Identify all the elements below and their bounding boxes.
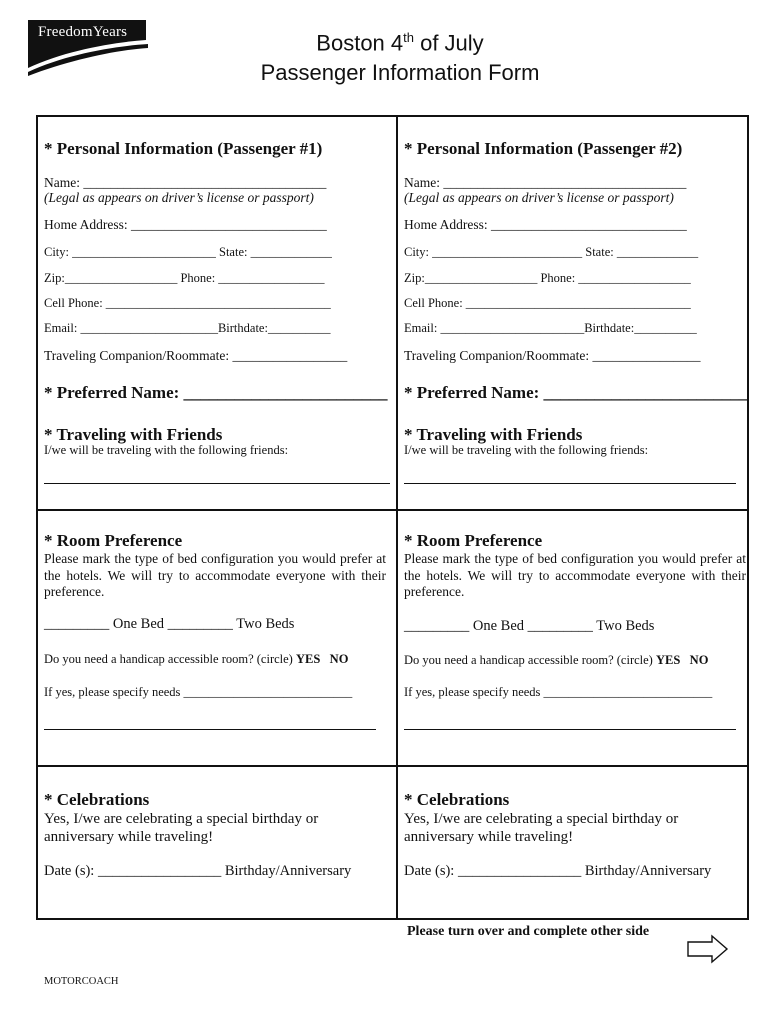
cell-phone-field[interactable]: Cell Phone: ____________________________________	[44, 296, 331, 310]
room-preference-text: Please mark the type of bed configuration you would prefer at the hotels. We will try to accommodate everyone with their preference.	[404, 551, 746, 599]
legal-name-note: (Legal as appears on driver’s license or passport)	[44, 190, 314, 205]
companion-field[interactable]: Traveling Companion/Roommate: _________________	[44, 348, 348, 363]
friends-blank-line[interactable]	[404, 483, 736, 484]
right-arrow-icon	[686, 934, 730, 964]
passenger-1-column	[44, 117, 388, 918]
handicap-question: Do you need a handicap accessible room? (circle) YES NO	[404, 653, 709, 667]
companion-field[interactable]: Traveling Companion/Roommate: ________________	[404, 348, 701, 363]
celebrations-text: Yes, I/we are celebrating a special birthday or anniversary while traveling!	[44, 811, 319, 845]
traveling-friends-text: I/we will be traveling with the following friends:	[44, 443, 289, 457]
name-field[interactable]: Name: ____________________________________	[404, 175, 687, 190]
form-title-line-1: Boston 4th of July	[316, 30, 484, 56]
logo-text: FreedomYears	[38, 24, 128, 40]
celebrations-header: * Celebrations	[404, 790, 510, 809]
form-grid	[36, 115, 749, 920]
traveling-friends-header: * Traveling with Friends	[44, 425, 223, 444]
friends-blank-line[interactable]	[44, 483, 390, 484]
celebration-date-field[interactable]: Date (s): _________________ Birthday/Anniversary	[404, 863, 712, 879]
no-option[interactable]: NO	[689, 653, 709, 667]
cell-phone-field[interactable]: Cell Phone: ____________________________________	[404, 296, 691, 310]
form-title-line-2: Passenger Information Form	[260, 60, 540, 85]
legal-name-note: (Legal as appears on driver’s license or passport)	[404, 190, 674, 205]
passenger-2-column	[404, 117, 748, 918]
bed-options[interactable]: _________ One Bed _________ Two Beds	[404, 618, 655, 634]
needs-blank-line[interactable]	[44, 729, 376, 730]
home-address-field[interactable]: Home Address: _____________________________	[44, 217, 327, 232]
room-preference-text: Please mark the type of bed configuration you would prefer at the hotels. We will try to accommodate everyone with their preference.	[44, 551, 386, 599]
handicap-question: Do you need a handicap accessible room? (circle) YES NO	[44, 652, 349, 666]
name-field[interactable]: Name: ____________________________________	[44, 175, 327, 190]
celebrations-header: * Celebrations	[44, 790, 150, 809]
room-preference-header: * Room Preference	[404, 531, 543, 550]
personal-info-header: * Personal Information (Passenger #2)	[404, 139, 683, 158]
city-state-field[interactable]: City: _______________________ State: _____________	[44, 245, 332, 259]
zip-phone-field[interactable]: Zip:__________________ Phone: _________________	[44, 271, 325, 285]
city-state-field[interactable]: City: ________________________ State: _____________	[404, 245, 699, 259]
no-option[interactable]: NO	[329, 652, 349, 666]
celebration-date-field[interactable]: Date (s): _________________ Birthday/Anniversary	[44, 863, 352, 879]
needs-blank-line[interactable]	[404, 729, 736, 730]
turn-over-note: Please turn over and complete other side	[407, 924, 650, 939]
preferred-name-field[interactable]: * Preferred Name: ________________________	[44, 383, 388, 402]
column-divider	[396, 117, 398, 918]
traveling-friends-text: I/we will be traveling with the following friends:	[404, 443, 649, 457]
yes-option[interactable]: YES	[295, 652, 321, 666]
zip-phone-field[interactable]: Zip:__________________ Phone: __________________	[404, 271, 691, 285]
motorcoach-code: MOTORCOACH	[44, 976, 119, 987]
email-birthdate-field[interactable]: Email: _______________________Birthdate:__________	[404, 321, 697, 335]
bed-options[interactable]: _________ One Bed _________ Two Beds	[44, 616, 295, 632]
personal-info-header: * Personal Information (Passenger #1)	[44, 139, 323, 158]
yes-option[interactable]: YES	[655, 653, 681, 667]
specify-needs-field[interactable]: If yes, please specify needs ___________________________	[44, 685, 353, 699]
traveling-friends-header: * Traveling with Friends	[404, 425, 583, 444]
room-preference-header: * Room Preference	[44, 531, 183, 550]
preferred-name-field[interactable]: * Preferred Name: ________________________	[404, 383, 748, 402]
celebrations-text: Yes, I/we are celebrating a special birthday or anniversary while traveling!	[404, 811, 679, 845]
home-address-field[interactable]: Home Address: _____________________________	[404, 217, 687, 232]
email-birthdate-field[interactable]: Email: ______________________Birthdate:__________	[44, 321, 331, 335]
specify-needs-field[interactable]: If yes, please specify needs ___________________________	[404, 685, 713, 699]
